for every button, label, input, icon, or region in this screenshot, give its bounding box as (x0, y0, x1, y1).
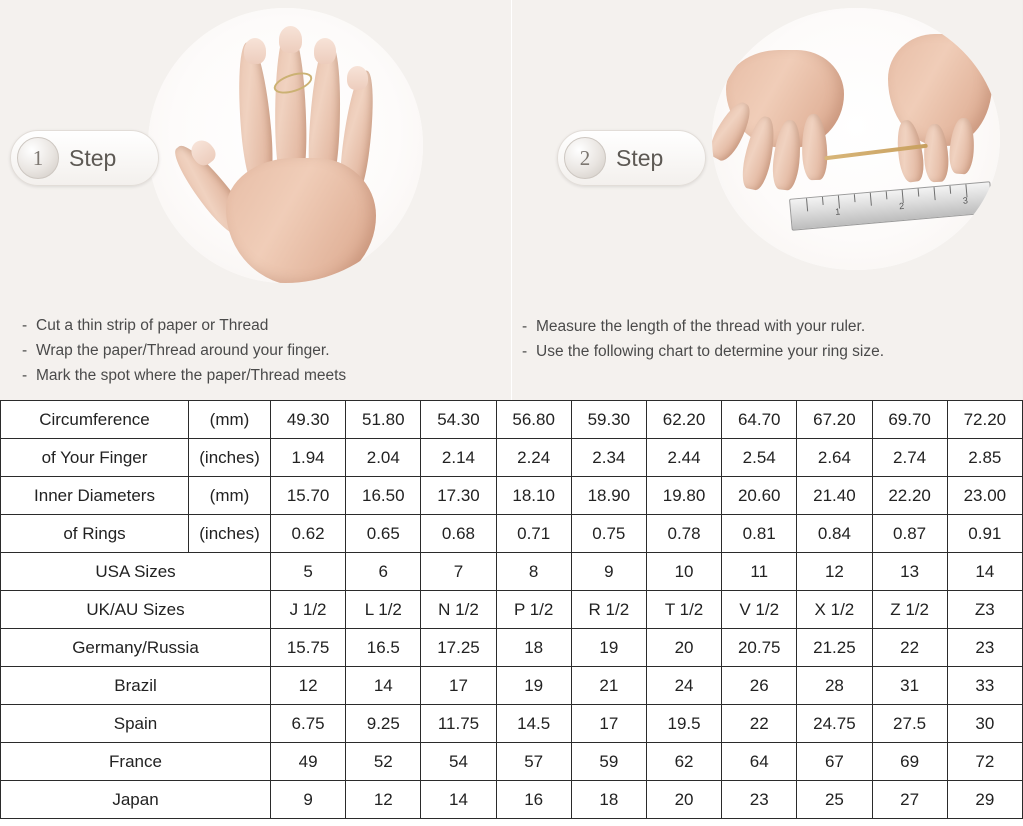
cell: 6.75 (271, 705, 346, 743)
cell: 0.68 (421, 515, 496, 553)
table-row (1, 401, 1023, 439)
step-1-instruction-1: Cut a thin strip of paper or Thread (36, 317, 269, 334)
cell: 18.90 (571, 477, 646, 515)
cell: P 1/2 (496, 591, 571, 629)
cell: 57 (496, 743, 571, 781)
step-1-number: 1 (17, 137, 59, 179)
cell: 14 (346, 667, 421, 705)
row-label-uk-au: UK/AU Sizes (1, 591, 271, 629)
cell: N 1/2 (421, 591, 496, 629)
table-row (1, 515, 1023, 553)
cell: 11.75 (421, 705, 496, 743)
cell: Z 1/2 (872, 591, 947, 629)
cell: 31 (872, 667, 947, 705)
table-row (1, 591, 1023, 629)
ruler-icon (789, 181, 993, 230)
table-row (1, 743, 1023, 781)
cell: 22.20 (872, 477, 947, 515)
cell: 25 (797, 781, 872, 819)
row-label-japan: Japan (1, 781, 271, 819)
cell: 59.30 (571, 401, 646, 439)
cell: 23.00 (947, 477, 1022, 515)
ruler-number-1: 1 (834, 206, 841, 217)
cell: 20.75 (722, 629, 797, 667)
row-label-diameter-2: of Rings (1, 515, 189, 553)
cell: 49 (271, 743, 346, 781)
row-label-germany-russia: Germany/Russia (1, 629, 271, 667)
step-2-instruction-1: Measure the length of the thread with your ruler. (536, 318, 866, 335)
ring-size-table (0, 400, 1023, 819)
cell: 64 (722, 743, 797, 781)
cell: 28 (797, 667, 872, 705)
cell: 14 (947, 553, 1022, 591)
cell: 54 (421, 743, 496, 781)
table-row (1, 629, 1023, 667)
cell: 14 (421, 781, 496, 819)
row-label-brazil: Brazil (1, 667, 271, 705)
cell: 20 (646, 629, 721, 667)
cell: 16.50 (346, 477, 421, 515)
cell: 59 (571, 743, 646, 781)
step-2-section (511, 0, 1022, 400)
table-row (1, 667, 1023, 705)
cell: 0.65 (346, 515, 421, 553)
step-1-section (0, 0, 511, 400)
table-row (1, 553, 1023, 591)
cell: 29 (947, 781, 1022, 819)
cell: 8 (496, 553, 571, 591)
step-1-instruction-3: Mark the spot where the paper/Thread meets (36, 367, 347, 384)
cell: 0.81 (722, 515, 797, 553)
cell: 2.04 (346, 439, 421, 477)
cell: 69 (872, 743, 947, 781)
cell: 9.25 (346, 705, 421, 743)
ruler-number-3: 3 (962, 195, 969, 206)
row-label-circumference-2: of Your Finger (1, 439, 189, 477)
cell: 24.75 (797, 705, 872, 743)
step-2-label: Step (616, 144, 664, 171)
cell: 67.20 (797, 401, 872, 439)
cell: 21 (571, 667, 646, 705)
table-row (1, 705, 1023, 743)
table-row (1, 439, 1023, 477)
cell: 22 (872, 629, 947, 667)
cell: R 1/2 (571, 591, 646, 629)
cell: 0.84 (797, 515, 872, 553)
cell: T 1/2 (646, 591, 721, 629)
cell: 26 (722, 667, 797, 705)
hand-measuring-thread-illustration (712, 8, 1000, 270)
cell: 0.87 (872, 515, 947, 553)
cell: 51.80 (346, 401, 421, 439)
cell: 49.30 (271, 401, 346, 439)
cell: 23 (722, 781, 797, 819)
cell: 0.91 (947, 515, 1022, 553)
cell: 27.5 (872, 705, 947, 743)
row-label-spain: Spain (1, 705, 271, 743)
cell: 22 (722, 705, 797, 743)
step-1-instructions: - Cut a thin strip of paper or Thread - Wrap the paper/Thread around your finger. - Mark the spot where the paper/Thread meets (22, 317, 347, 384)
step-2-badge (557, 130, 706, 186)
cell: 2.24 (496, 439, 571, 477)
row-label-usa: USA Sizes (1, 553, 271, 591)
cell: 18 (571, 781, 646, 819)
cell: 23 (947, 629, 1022, 667)
cell: 64.70 (722, 401, 797, 439)
cell: 21.40 (797, 477, 872, 515)
cell: 19.80 (646, 477, 721, 515)
cell: 2.14 (421, 439, 496, 477)
cell: 16.5 (346, 629, 421, 667)
cell: 19 (496, 667, 571, 705)
cell: 62.20 (646, 401, 721, 439)
cell: 2.85 (947, 439, 1022, 477)
cell: 17 (421, 667, 496, 705)
cell: 7 (421, 553, 496, 591)
step-2-photo (712, 8, 1000, 270)
cell: 11 (722, 553, 797, 591)
cell: 14.5 (496, 705, 571, 743)
cell: 2.64 (797, 439, 872, 477)
ruler-number-2: 2 (898, 200, 905, 212)
cell: 19.5 (646, 705, 721, 743)
cell: 6 (346, 553, 421, 591)
cell: 17.30 (421, 477, 496, 515)
cell: 5 (271, 553, 346, 591)
cell: 2.34 (571, 439, 646, 477)
cell: 56.80 (496, 401, 571, 439)
cell: 72 (947, 743, 1022, 781)
cell: X 1/2 (797, 591, 872, 629)
cell: 69.70 (872, 401, 947, 439)
ring-measure-instructions-panel (0, 0, 1023, 400)
step-2-instruction-2: Use the following chart to determine your ring size. (536, 343, 885, 360)
cell: 20 (646, 781, 721, 819)
cell: 21.25 (797, 629, 872, 667)
row-label-diameter-1: Inner Diameters (1, 477, 189, 515)
cell: V 1/2 (722, 591, 797, 629)
step-1-label: Step (69, 144, 117, 171)
cell: 0.62 (271, 515, 346, 553)
cell: 12 (797, 553, 872, 591)
cell: 12 (346, 781, 421, 819)
cell: 27 (872, 781, 947, 819)
row-unit-inches: (inches) (189, 439, 271, 477)
cell: 62 (646, 743, 721, 781)
cell: 13 (872, 553, 947, 591)
cell: 19 (571, 629, 646, 667)
cell: 17.25 (421, 629, 496, 667)
hand-with-thread-illustration (148, 8, 423, 283)
cell: 9 (271, 781, 346, 819)
cell: 10 (646, 553, 721, 591)
row-label-france: France (1, 743, 271, 781)
cell: 0.75 (571, 515, 646, 553)
step-1-photo (148, 8, 423, 283)
cell: 67 (797, 743, 872, 781)
cell: 9 (571, 553, 646, 591)
step-2-number: 2 (564, 137, 606, 179)
cell: 2.74 (872, 439, 947, 477)
cell: 30 (947, 705, 1022, 743)
step-2-instructions: - Measure the length of the thread with your ruler. - Use the following chart to determine your ring size. (522, 318, 885, 360)
row-unit-inches: (inches) (189, 515, 271, 553)
cell: 1.94 (271, 439, 346, 477)
cell: 0.71 (496, 515, 571, 553)
table-row (1, 781, 1023, 819)
cell: 2.54 (722, 439, 797, 477)
cell: 18 (496, 629, 571, 667)
table-row (1, 477, 1023, 515)
cell: L 1/2 (346, 591, 421, 629)
row-label-circumference-1: Circumference (1, 401, 189, 439)
cell: 20.60 (722, 477, 797, 515)
cell: 15.70 (271, 477, 346, 515)
cell: 15.75 (271, 629, 346, 667)
cell: 33 (947, 667, 1022, 705)
cell: 17 (571, 705, 646, 743)
cell: J 1/2 (271, 591, 346, 629)
cell: 54.30 (421, 401, 496, 439)
row-unit-mm: (mm) (189, 401, 271, 439)
cell: 24 (646, 667, 721, 705)
step-1-instruction-2: Wrap the paper/Thread around your finger. (36, 342, 330, 359)
row-unit-mm: (mm) (189, 477, 271, 515)
cell: 12 (271, 667, 346, 705)
cell: 2.44 (646, 439, 721, 477)
cell: 18.10 (496, 477, 571, 515)
cell: 0.78 (646, 515, 721, 553)
cell: 52 (346, 743, 421, 781)
step-1-badge (10, 130, 159, 186)
cell: Z3 (947, 591, 1022, 629)
cell: 16 (496, 781, 571, 819)
cell: 72.20 (947, 401, 1022, 439)
